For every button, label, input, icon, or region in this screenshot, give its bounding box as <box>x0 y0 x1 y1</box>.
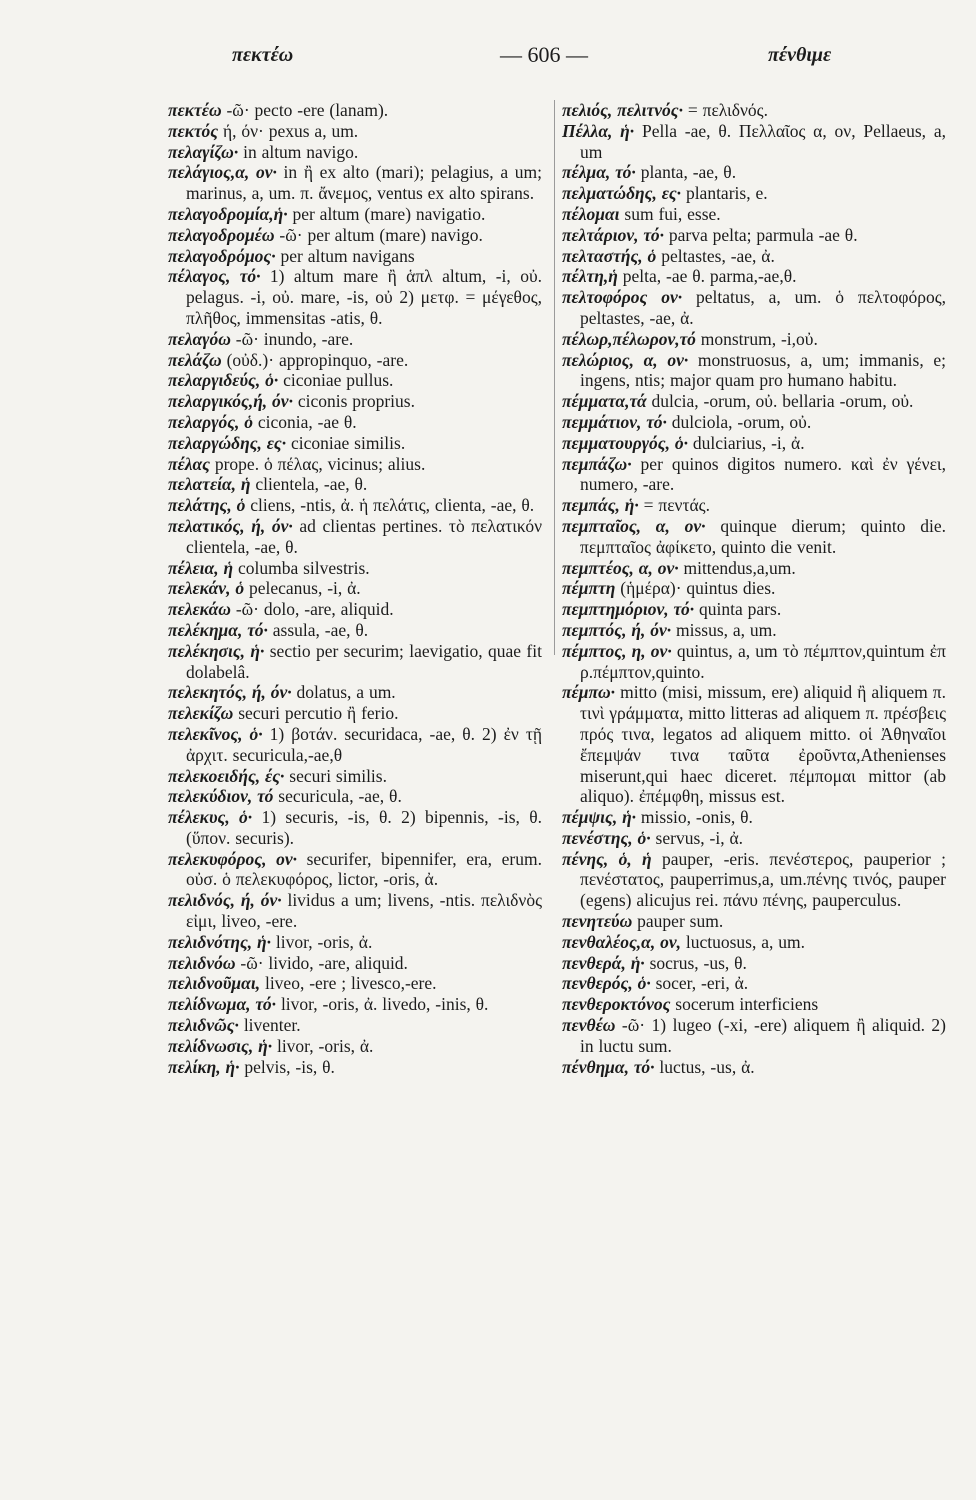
dictionary-entry <box>562 266 946 287</box>
entry-headword: πελαγοδρομία,ἡ· <box>168 203 288 224</box>
entry-headword: πενθέω <box>562 1015 616 1036</box>
entry-headword: πελάγιος,α, ον· <box>168 162 277 183</box>
entry-headword: πελεκοειδής, ές· <box>168 765 285 786</box>
entry-headword: πεκτός <box>168 120 219 141</box>
dictionary-entry <box>168 454 542 475</box>
entry-headword: πέλμα, τό· <box>562 162 636 183</box>
dictionary-entry <box>168 849 542 891</box>
dictionary-entry <box>562 287 946 329</box>
dictionary-entry <box>168 1015 542 1036</box>
dictionary-entry <box>168 766 542 787</box>
dictionary-entry <box>562 121 946 163</box>
entry-definition: socrus, -us, θ. <box>649 952 747 973</box>
entry-definition: pauper sum. <box>637 911 724 932</box>
entry-definition: livor, -oris, ἀ. <box>276 1035 374 1056</box>
dictionary-entry <box>562 932 946 953</box>
entry-definition: cliens, -ntis, ἀ. ἡ πελάτις, clienta, -ae, θ. <box>250 495 535 516</box>
dictionary-entry <box>562 973 946 994</box>
entry-definition: 1) altum mare ἢ ἁπλ altum, -i, οὐ. pelagus. -i, οὐ. mare, -is, οὐ 2) μετφ. = μέγεθος, πλῆθος, immensitas -atis, θ. <box>186 266 543 328</box>
entry-definition: monstruosus, a, um; immanis, e; ingens, ntis; major quam pro humano habitu. <box>580 349 946 391</box>
entry-headword: πενθερός, ὁ· <box>562 973 651 994</box>
entry-headword: πελαργιδεύς, ὁ· <box>168 370 279 391</box>
entry-definition: quinque dierum; quinto die. πεμπταῖος ἀφίκετο, quinto die venit. <box>580 515 946 557</box>
dictionary-entry <box>168 807 542 849</box>
dictionary-entry <box>168 932 542 953</box>
entry-headword: πέλωρ,πέλωρον,τό <box>562 328 696 349</box>
entry-definition: 1) βοτάν. securidaca, -ae, θ. 2) ἐν τῇ ἀρχιτ. securicula,-ae,θ <box>186 723 543 765</box>
entry-headword: πέμπτη <box>562 578 616 599</box>
entry-definition: securi percutio ἢ ferio. <box>238 703 399 724</box>
entry-headword: πελατικός, ή, όν· <box>168 515 293 536</box>
entry-definition: dulcia, -orum, οὐ. bellaria -orum, οὐ. <box>651 391 914 412</box>
entry-definition: securicula, -ae, θ. <box>278 786 402 807</box>
dictionary-entry <box>168 100 542 121</box>
entry-definition: in ἢ ex alto (mari); pelagius, a um; marinus, a, um. π. ἄνεμος, ventus ex alto spirans. <box>186 162 543 204</box>
entry-headword: πεμπάζω· <box>562 453 632 474</box>
dictionary-entry <box>562 350 946 392</box>
entry-definition: prope. ὁ πέλας, vicinus; alius. <box>214 453 426 474</box>
dictionary-entry <box>168 204 542 225</box>
entry-definition: luctuosus, a, um. <box>685 931 805 952</box>
dictionary-entry <box>168 994 542 1015</box>
dictionary-entry <box>168 724 542 766</box>
page-number: — 606 — <box>500 42 588 67</box>
dictionary-entry <box>562 911 946 932</box>
dictionary-entry <box>562 994 946 1015</box>
entry-headword: πελέκημα, τό· <box>168 619 268 640</box>
entry-definition: missio, -onis, θ. <box>640 807 753 828</box>
dictionary-entry <box>562 558 946 579</box>
entry-definition: pauper, -eris. πενέστερος, pauperior ; πενέστατος, pauperrimus,a, um.πένης τινός, pauper (egens) alicujus rei. πάνυ πένης, pauperculus. <box>580 848 946 911</box>
entry-headword: πελεκάω <box>168 599 231 620</box>
dictionary-entry <box>168 516 542 558</box>
entry-headword: πελαργικός,ή, όν· <box>168 391 293 412</box>
entry-definition: parva pelta; parmula -ae θ. <box>668 224 858 245</box>
entry-definition: = πεντάς. <box>643 495 710 516</box>
entry-headword: πελεκῖνος, ὁ· <box>168 723 263 744</box>
entry-definition: sum fui, esse. <box>624 203 721 224</box>
dictionary-entry <box>168 370 542 391</box>
entry-headword: πελιός, πελιτνός· <box>562 100 683 120</box>
entry-headword: πελτάριον, τό· <box>562 224 664 245</box>
dictionary-entry <box>168 973 542 994</box>
entry-headword: πέλαγος, τό· <box>168 266 261 287</box>
entry-headword: πελαγόω <box>168 328 231 349</box>
dictionary-entry <box>562 495 946 516</box>
entry-headword: πέλας <box>168 453 210 474</box>
dictionary-entry <box>168 225 542 246</box>
entry-headword: πενθαλέος,α, ον, <box>562 931 681 952</box>
entry-definition: mitto (misi, missum, ere) aliquid ἢ aliquem π. τινὶ γράμματα, mitto litteras ad aliquem π. πρέσβεις πρός τινα, legatos ad aliquem mitto. οἱ Ἀθηναῖοι ἔπεμψάν τινα ταῦτα ἐροῦντα,Athenienses miserunt,qui haec diceret. πέμπομαι mittor (ab aliquo). ἐπέμφθη, missus est. <box>580 682 947 807</box>
entry-headword: πελτοφόρος ον· <box>562 287 683 308</box>
entry-headword: πενθεροκτόνος <box>562 994 671 1015</box>
entry-headword: πέμματα,τά <box>562 391 647 412</box>
entry-headword: πέλεκυς, ὁ· <box>168 807 253 828</box>
entry-headword: πελίδνωμα, τό· <box>168 994 277 1015</box>
dictionary-entry <box>562 849 946 911</box>
dictionary-entry <box>168 578 542 599</box>
entry-headword: πελταστής, ὁ <box>562 245 657 266</box>
header-left-guide-word: πεκτέω <box>232 44 294 66</box>
entry-definition: quintus, a, um τὸ πέμπτον,quintum ἐπ ρ.πέμπτον,quinto. <box>580 640 946 682</box>
entry-definition: pelecanus, -i, ἀ. <box>248 578 361 599</box>
entry-definition: -ῶ· pecto -ere (lanam). <box>226 100 389 120</box>
dictionary-entry <box>168 266 542 328</box>
dictionary-entry <box>168 1057 542 1078</box>
entry-definition: securifer, bipennifer, era, erum. οὐσ. ὁ πελεκυφόρος, lictor, -oris, ἀ. <box>186 848 542 890</box>
dictionary-entry <box>562 183 946 204</box>
entry-headword: πελιδνός, ή, όν· <box>168 890 282 911</box>
entry-definition: per quinos digitos numero. καὶ ἐν γένει, numero, -are. <box>580 453 947 495</box>
dictionary-entry <box>168 142 542 163</box>
dictionary-entry <box>168 620 542 641</box>
entry-definition: peltatus, a, um. ὁ πελτοφόρος, peltastes, -ae, ἀ. <box>580 287 946 328</box>
entry-definition: lividus a um; livens, -ntis. πελιδνὸς εἰμι, liveo, -ere. <box>186 890 543 932</box>
dictionary-entry <box>168 474 542 495</box>
entry-headword: πελεκάν, ὁ <box>168 578 245 599</box>
column-divider <box>554 100 555 655</box>
dictionary-entry <box>168 558 542 579</box>
entry-headword: πεκτέω <box>168 100 222 120</box>
entry-definition: in altum navigo. <box>243 141 359 162</box>
dictionary-entry <box>168 953 542 974</box>
entry-definition: ή, όν· pexus a, um. <box>222 120 359 141</box>
entry-definition: plantaris, e. <box>685 183 768 204</box>
entry-headword: πελαργός, ὁ <box>168 411 254 432</box>
dictionary-entry <box>562 329 946 350</box>
entry-definition: per altum navigans <box>280 245 415 266</box>
entry-headword: πελιδνῶς· <box>168 1015 239 1036</box>
entry-headword: πέλομαι <box>562 203 620 224</box>
entry-definition: sectio per securim; laevigatio, quae fit dolabelâ. <box>186 640 542 682</box>
dictionary-entry <box>562 620 946 641</box>
dictionary-entry <box>562 433 946 454</box>
entry-headword: πεμπταῖος, α, ον· <box>562 515 706 536</box>
dictionary-entry <box>168 350 542 371</box>
dictionary-entry <box>168 329 542 350</box>
dictionary-entry <box>562 516 946 558</box>
entry-definition: dulciarius, -i, ἀ. <box>692 432 805 453</box>
entry-headword: πελεκύδιον, τό <box>168 786 274 807</box>
entry-headword: πεμπάς, ἡ· <box>562 495 639 516</box>
dictionary-entry <box>562 246 946 267</box>
entry-headword: πελεκητός, ή, όν· <box>168 682 292 703</box>
entry-headword: πεμπτημόριον, τό· <box>562 599 695 620</box>
dictionary-entry <box>168 1036 542 1057</box>
entry-headword: πεμπτός, ή, όν· <box>562 619 672 640</box>
dictionary-entry <box>168 246 542 267</box>
entry-headword: πενητεύω <box>562 911 633 932</box>
entry-headword: πέμπτος, η, ον· <box>562 640 672 661</box>
entry-headword: πελιδνοῦμαι, <box>168 973 261 994</box>
page-header <box>0 38 976 78</box>
entry-definition: planta, -ae, θ. <box>640 162 737 183</box>
entry-definition: servus, -i, ἀ. <box>655 827 743 848</box>
entry-definition: columba silvestris. <box>237 557 370 578</box>
entry-definition: dulciola, -orum, οὐ. <box>671 411 812 432</box>
entry-definition: missus, a, um. <box>675 619 777 640</box>
entry-definition: monstrum, -i,οὐ. <box>700 328 818 349</box>
dictionary-entry <box>168 121 542 142</box>
entry-headword: πεμμάτιον, τό· <box>562 411 667 432</box>
entry-headword: πελεκίζω <box>168 703 234 724</box>
entry-definition: luctus, -us, ἀ. <box>659 1056 755 1077</box>
entry-definition: Pella -ae, θ. Πελλαῖος α, ον, Pellaeus, a, um <box>580 120 947 162</box>
entry-definition: pelta, -ae θ. parma,-ae,θ. <box>622 266 797 287</box>
entry-definition: ciconiae pullus. <box>283 370 394 391</box>
entry-headword: Πέλλα, ἡ· <box>562 120 635 141</box>
entry-headword: πελέκησις, ἡ· <box>168 640 265 661</box>
entry-definition: (ἡμέρα)· quintus dies. <box>620 578 776 599</box>
dictionary-entry <box>168 890 542 932</box>
entry-definition: ad clientas pertines. τὸ πελατικόν clientela, -ae, θ. <box>186 515 542 557</box>
entry-headword: πελιδνόω <box>168 952 236 973</box>
entry-headword: πέλτη,ἡ <box>562 266 618 287</box>
left-column <box>168 100 542 1077</box>
entry-definition: ciconis proprius. <box>297 391 415 412</box>
entry-headword: πελώριος, α, ον· <box>562 349 689 370</box>
entry-definition: -ῶ· dolo, -are, aliquid. <box>235 599 394 620</box>
dictionary-entry <box>168 391 542 412</box>
dictionary-entry <box>562 599 946 620</box>
dictionary-entry <box>562 578 946 599</box>
dictionary-entry <box>562 641 946 683</box>
dictionary-entry <box>168 495 542 516</box>
entry-headword: πέλεια, ἡ <box>168 557 234 578</box>
entry-headword: πεμματουργός, ὁ· <box>562 432 688 453</box>
dictionary-entry <box>168 433 542 454</box>
dictionary-entry <box>168 412 542 433</box>
entry-definition: -ῶ· livido, -are, aliquid. <box>240 952 408 973</box>
dictionary-entry <box>562 391 946 412</box>
entry-headword: πελαγοδρομέω <box>168 224 275 245</box>
entry-definition: -ῶ· per altum (mare) navigo. <box>279 224 483 245</box>
dictionary-entry <box>562 162 946 183</box>
dictionary-entry <box>562 204 946 225</box>
entry-definition: -ῶ· inundo, -are. <box>235 328 354 349</box>
entry-definition: socerum interficiens <box>675 994 819 1015</box>
entry-definition: pelvis, -is, θ. <box>244 1056 335 1077</box>
right-column <box>562 100 946 1077</box>
entry-definition: liveo, -ere ; livesco,-ere. <box>264 973 437 994</box>
entry-definition: assula, -ae, θ. <box>272 619 369 640</box>
entry-headword: πελίδνωσις, ἡ· <box>168 1035 273 1056</box>
dictionary-entry <box>562 682 946 807</box>
entry-definition: (οὐδ.)· appropinquo, -are. <box>226 349 409 370</box>
entry-definition: per altum (mare) navigatio. <box>292 203 486 224</box>
entry-headword: πενέστης, ὁ· <box>562 827 651 848</box>
dictionary-entry <box>562 807 946 828</box>
entry-headword: πελατεία, ἡ <box>168 474 251 495</box>
dictionary-entry <box>562 225 946 246</box>
entry-headword: πέμπω· <box>562 682 616 703</box>
entry-headword: πελιδνότης, ἡ· <box>168 931 271 952</box>
entry-definition: securi similis. <box>289 765 387 786</box>
dictionary-entry <box>168 786 542 807</box>
dictionary-entry <box>168 703 542 724</box>
entry-definition: clientela, -ae, θ. <box>255 474 368 495</box>
entry-definition: = πελιδνός. <box>687 100 768 120</box>
entry-headword: πελαγοδρόμος· <box>168 245 276 266</box>
entry-headword: πελάζω <box>168 349 222 370</box>
entry-definition: socer, -eri, ἀ. <box>655 973 749 994</box>
entry-headword: πέμψις, ἡ· <box>562 807 637 828</box>
entry-definition: mittendus,a,um. <box>683 557 796 578</box>
entry-definition: livor, -oris, ἀ. <box>275 931 373 952</box>
dictionary-entry <box>562 454 946 496</box>
entry-definition: ciconia, -ae θ. <box>257 411 357 432</box>
entry-definition: livor, -oris, ἀ. livedo, -inis, θ. <box>280 994 489 1015</box>
entry-headword: πενθερά, ἡ· <box>562 952 645 973</box>
dictionary-entry <box>562 1015 946 1057</box>
header-right-guide-word: πένθιμε <box>768 44 832 66</box>
entry-headword: πελεκυφόρος, ον· <box>168 848 297 869</box>
entry-headword: πεμπτέος, α, ον· <box>562 557 679 578</box>
dictionary-entry <box>562 100 946 121</box>
dictionary-entry <box>168 682 542 703</box>
entry-definition: ciconiae similis. <box>290 432 406 453</box>
entry-headword: πελαγίζω· <box>168 141 239 162</box>
dictionary-entry <box>168 641 542 683</box>
entry-definition: -ῶ· 1) lugeo (-xi, -ere) aliquem ἢ aliquid. 2) in luctu sum. <box>580 1015 946 1056</box>
entry-definition: quinta pars. <box>699 599 782 620</box>
entry-definition: liventer. <box>243 1015 301 1036</box>
entry-headword: πελάτης, ὁ <box>168 495 246 516</box>
dictionary-entry <box>562 1057 946 1078</box>
entry-headword: πελαργώδης, ες· <box>168 432 287 453</box>
dictionary-entry <box>562 828 946 849</box>
entry-definition: 1) securis, -is, θ. 2) bipennis, -is, θ. (ὕπον. securis). <box>186 807 542 848</box>
dictionary-entry <box>562 953 946 974</box>
entry-definition: peltastes, -ae, ἀ. <box>661 245 775 266</box>
entry-headword: πελματώδης, ες· <box>562 183 682 204</box>
entry-headword: πελίκη, ἡ· <box>168 1056 240 1077</box>
dictionary-entry <box>562 412 946 433</box>
dictionary-entry <box>168 162 542 204</box>
entry-definition: dolatus, a um. <box>296 682 396 703</box>
entry-headword: πένθημα, τό· <box>562 1056 655 1077</box>
dictionary-entry <box>168 599 542 620</box>
entry-headword: πένης, ὁ, ἡ <box>562 848 652 869</box>
